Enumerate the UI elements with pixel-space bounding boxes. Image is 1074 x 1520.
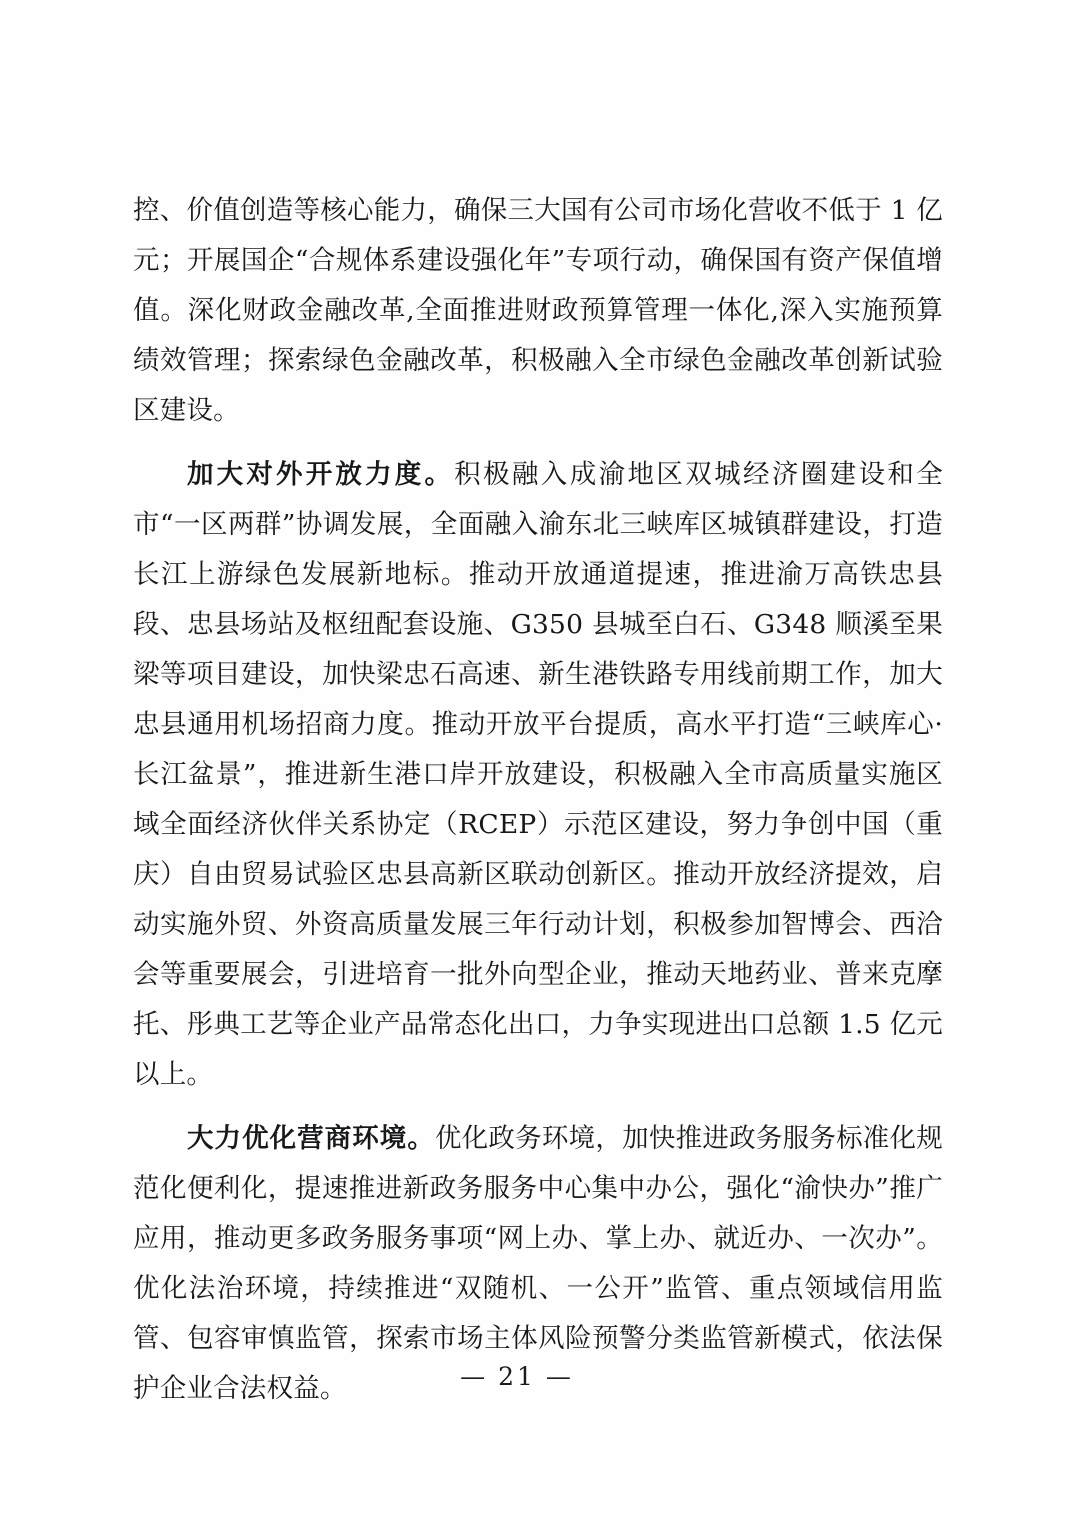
footer-dash-right: — xyxy=(545,1362,574,1391)
page-body xyxy=(133,186,943,1418)
paragraph-text: 优化政务环境，加快推进政务服务标准化规范化便利化，提速推进新政务服务中心集中办公，强化“渝快办”推广应用，推动更多政务服务事项“网上办、掌上办、就近办、一次办”。优化法治环境，持续推进“双随机、一公开”监管、重点领域信用监管、包容审慎监管，探索市场主体风险预警分类监管新模式，依法保护企业合法权益。 xyxy=(133,1123,943,1404)
paragraph-opening-up xyxy=(133,450,943,1100)
paragraph-lead-opening-up: 加大对外开放力度。 xyxy=(187,459,455,490)
paragraph-spacer xyxy=(133,1104,943,1114)
paragraph-lead-business-environment: 大力优化营商环境。 xyxy=(187,1123,435,1154)
paragraph-text: 控、价值创造等核心能力，确保三大国有公司市场化营收不低于 1 亿元；开展国企“合规体系建设强化年”专项行动，确保国有资产保值增值。深化财政金融改革,全面推进财政预算管理一体化,深入实施预算绩效管理；探索绿色金融改革，积极融入全市绿色金融改革创新试验区建设。 xyxy=(133,195,943,426)
paragraph-continued xyxy=(133,186,943,436)
footer-dash-left: — xyxy=(460,1362,489,1391)
page-footer xyxy=(0,1362,1074,1391)
page-number: 21 xyxy=(498,1362,536,1391)
paragraph-spacer xyxy=(133,440,943,450)
paragraph-text: 积极融入成渝地区双城经济圈建设和全市“一区两群”协调发展，全面融入渝东北三峡库区城镇群建设，打造长江上游绿色发展新地标。推动开放通道提速，推进渝万高铁忠县段、忠县场站及枢纽配套设施、G350 县城至白石、G348 顺溪至果梁等项目建设，加快梁忠石高速、新生港铁路专用线前期工作，加大忠县通用机场招商力度。推动开放平台提质，高水平打造“三峡库心·长江盆景”，推进新生港口岸开放建设，积极融入全市高质量实施区域全面经济伙伴关系协定（RCEP）示范区建设，努力争创中国（重庆）自由贸易试验区忠县高新区联动创新区。推动开放经济提效，启动实施外贸、外资高质量发展三年行动计划，积极参加智博会、西洽会等重要展会，引进培育一批外向型企业，推动天地药业、普来克摩托、彤典工艺等企业产品常态化出口，力争实现进出口总额 1.5 亿元以上。 xyxy=(133,459,943,1090)
